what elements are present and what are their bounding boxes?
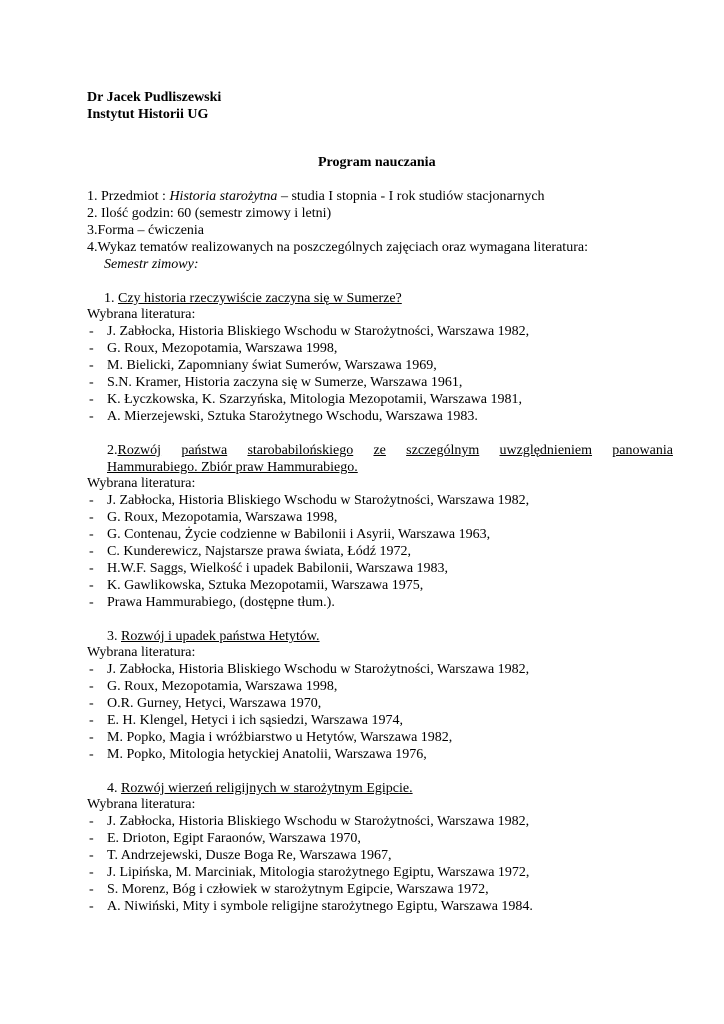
list-item: Prawa Hammurabiego, (dostępne tłum.).	[107, 595, 335, 610]
bullet: -	[89, 713, 94, 728]
topic-2-title-word: starobabilońskiego	[247, 443, 354, 458]
bullet: -	[89, 696, 94, 711]
list-item: A. Niwiński, Mity i symbole religijne starożytnego Egiptu, Warszawa 1984.	[107, 899, 533, 914]
bullet: -	[89, 578, 94, 593]
topic-2-heading-line-1	[107, 442, 673, 459]
topic-2-title-word: szczególnym	[406, 443, 480, 458]
list-item: J. Zabłocka, Historia Bliskiego Wschodu w Starożytności, Warszawa 1982,	[107, 814, 530, 829]
bullet: -	[89, 493, 94, 508]
list-item: J. Zabłocka, Historia Bliskiego Wschodu w Starożytności, Warszawa 1982,	[107, 324, 530, 339]
intro-item-1	[87, 188, 545, 205]
bullet: -	[89, 375, 94, 390]
topic-3-literature-label: Wybrana literatura:	[87, 645, 196, 660]
list-item: M. Popko, Mitologia hetyckiej Anatolii, Warszawa 1976,	[107, 747, 427, 762]
list-item: J. Zabłocka, Historia Bliskiego Wschodu w Starożytności, Warszawa 1982,	[107, 493, 530, 508]
list-item: S.N. Kramer, Historia zaczyna się w Sumerze, Warszawa 1961,	[107, 375, 463, 390]
list-item: M. Popko, Magia i wróżbiarstwo u Hetytów, Warszawa 1982,	[107, 730, 453, 745]
semester-label: Semestr zimowy:	[104, 257, 199, 272]
bullet: -	[89, 730, 94, 745]
bullet: -	[89, 814, 94, 829]
list-item: G. Roux, Mezopotamia, Warszawa 1998,	[107, 510, 338, 525]
topic-1-literature-label: Wybrana literatura:	[87, 307, 196, 322]
bullet: -	[89, 409, 94, 424]
intro-item-3: 3.Forma – ćwiczenia	[87, 223, 205, 238]
list-item: G. Roux, Mezopotamia, Warszawa 1998,	[107, 679, 338, 694]
topic-2-heading-word	[107, 442, 161, 459]
list-item: E. H. Klengel, Hetyci i ich sąsiedzi, Warszawa 1974,	[107, 713, 404, 728]
topic-2-title-word: ze	[373, 443, 386, 458]
bullet: -	[89, 882, 94, 897]
topic-2-title-word: uwzględnieniem	[499, 443, 593, 458]
topic-2-literature-label: Wybrana literatura:	[87, 476, 196, 491]
bullet: -	[89, 358, 94, 373]
topic-4-literature-label: Wybrana literatura:	[87, 797, 196, 812]
author-name: Dr Jacek Pudliszewski	[87, 90, 222, 105]
bullet: -	[89, 392, 94, 407]
bullet: -	[89, 341, 94, 356]
bullet: -	[89, 662, 94, 677]
topic-4-heading	[107, 780, 413, 797]
topic-2-heading-line-2: Hammurabiego. Zbiór praw Hammurabiego.	[107, 460, 358, 475]
intro-item-2: 2. Ilość godzin: 60 (semestr zimowy i letni)	[87, 206, 332, 221]
bullet: -	[89, 561, 94, 576]
bullet: -	[89, 831, 94, 846]
topic-1-title: Czy historia rzeczywiście zaczyna się w Sumerze?	[118, 291, 402, 306]
topic-1-number: 1.	[104, 291, 118, 306]
topic-2-title-word: Rozwój	[117, 443, 162, 458]
bullet: -	[89, 324, 94, 339]
list-item: S. Morenz, Bóg i człowiek w starożytnym Egipcie, Warszawa 1972,	[107, 882, 489, 897]
document-title: Program nauczania	[318, 155, 436, 170]
list-item: K. Gawlikowska, Sztuka Mezopotamii, Warszawa 1975,	[107, 578, 424, 593]
topic-3-title: Rozwój i upadek państwa Hetytów.	[121, 629, 320, 644]
bullet: -	[89, 527, 94, 542]
bullet: -	[89, 510, 94, 525]
topic-2-title-word: państwa	[181, 443, 228, 458]
list-item: M. Bielicki, Zapomniany świat Sumerów, Warszawa 1969,	[107, 358, 437, 373]
intro-item-1-subject: Historia starożytna	[169, 189, 278, 204]
bullet: -	[89, 865, 94, 880]
bullet: -	[89, 747, 94, 762]
bullet: -	[89, 595, 94, 610]
bullet: -	[89, 544, 94, 559]
list-item: K. Łyczkowska, K. Szarzyńska, Mitologia Mezopotamii, Warszawa 1981,	[107, 392, 523, 407]
topic-3-number: 3.	[107, 629, 121, 644]
list-item: C. Kunderewicz, Najstarsze prawa świata, Łódź 1972,	[107, 544, 412, 559]
bullet: -	[89, 848, 94, 863]
list-item: G. Roux, Mezopotamia, Warszawa 1998,	[107, 341, 338, 356]
list-item: A. Mierzejewski, Sztuka Starożytnego Wschodu, Warszawa 1983.	[107, 409, 478, 424]
topic-4-number: 4.	[107, 781, 121, 796]
topic-2-number: 2.	[107, 443, 118, 458]
intro-item-1-suffix: – studia I stopnia - I rok studiów stacjonarnych	[277, 189, 545, 204]
list-item: J. Zabłocka, Historia Bliskiego Wschodu w Starożytności, Warszawa 1982,	[107, 662, 530, 677]
intro-item-1-prefix: 1. Przedmiot :	[87, 189, 170, 204]
author-institute: Instytut Historii UG	[87, 107, 209, 122]
list-item: O.R. Gurney, Hetyci, Warszawa 1970,	[107, 696, 322, 711]
bullet: -	[89, 899, 94, 914]
topic-1-heading	[104, 290, 402, 307]
bullet: -	[89, 679, 94, 694]
list-item: G. Contenau, Życie codzienne w Babilonii i Asyrii, Warszawa 1963,	[107, 527, 491, 542]
list-item: T. Andrzejewski, Dusze Boga Re, Warszawa 1967,	[107, 848, 392, 863]
list-item: H.W.F. Saggs, Wielkość i upadek Babilonii, Warszawa 1983,	[107, 561, 449, 576]
list-item: J. Lipińska, M. Marciniak, Mitologia starożytnego Egiptu, Warszawa 1972,	[107, 865, 530, 880]
topic-2-title-word: panowania	[612, 443, 673, 458]
topic-3-heading	[107, 628, 320, 645]
intro-item-4: 4.Wykaz tematów realizowanych na poszczególnych zajęciach oraz wymagana literatura:	[87, 240, 588, 255]
list-item: E. Drioton, Egipt Faraonów, Warszawa 1970,	[107, 831, 361, 846]
topic-4-title: Rozwój wierzeń religijnych w starożytnym Egipcie.	[121, 781, 413, 796]
